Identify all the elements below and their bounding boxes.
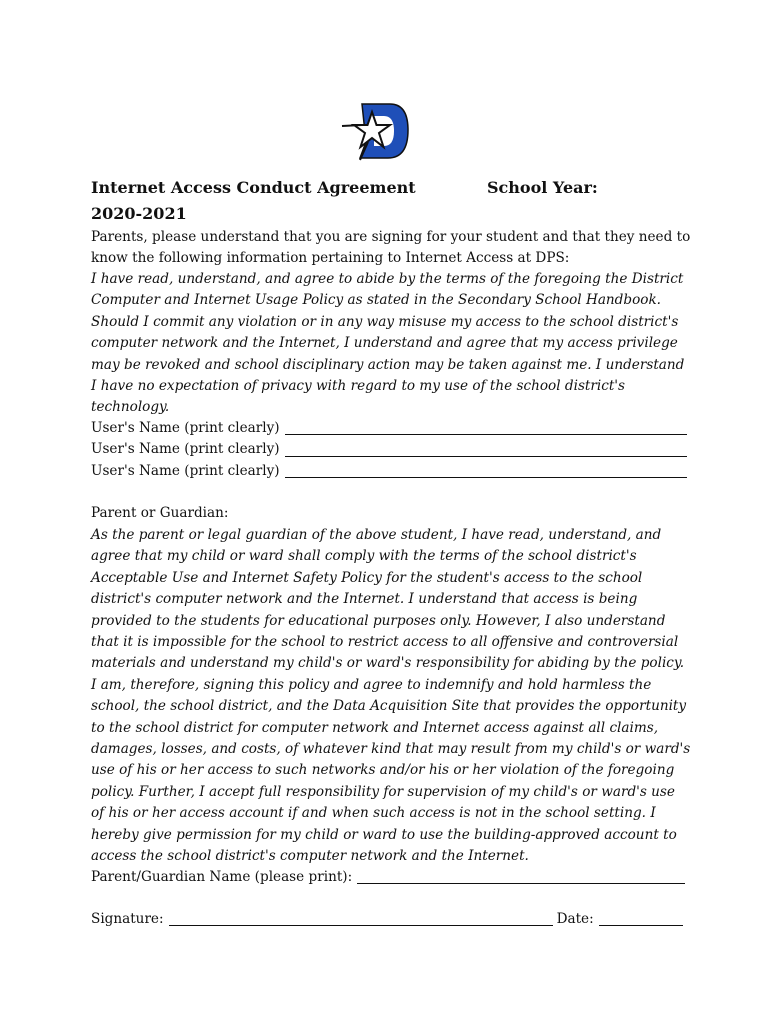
student-pledge-paragraph: I have read, understand, and agree to abide by the terms of the foregoing the District Computer and Internet Usage Policy as stated in the Secondary School Handbook. Should I commit any violation or in any way misuse my access to the school district's computer network and the Internet, I understand and agree that my access privilege may be revoked and school disciplinary action may be taken against me. I understand I have no expectation of privacy with regard to my use of the school district's technology.: [91, 271, 685, 416]
agreement-title: Internet Access Conduct Agreement: [91, 178, 416, 197]
user-name-input-line[interactable]: [285, 442, 687, 457]
school-year-value: 2020-2021: [91, 204, 187, 223]
user-name-row: [91, 439, 687, 460]
user-name-row: [91, 418, 687, 439]
guardian-agreement-paragraph: As the parent or legal guardian of the above student, I have read, understand, and agree that my child or ward shall comply with the terms of the school district's Acceptable Use and Internet Safety Policy for the student's access to the school district's computer network and the Internet. I understand that access is being provided to the students for educational purposes only. However, I also understand that it is impossible for the school to restrict access to all offensive and controversial materials and understand my child's or ward's responsibility for abiding by the policy. I am, therefore, signing this policy and agree to indemnify and hold harmless the school, the school district, and the Data Acquisition Site that provides the opportunity to the school district for computer network and Internet access against all claims, damages, losses, and costs, of whatever kind that may result from my child's or ward's use of his or her access to such networks and/or his or her violation of the foregoing policy. Further, I accept full responsibility for supervision of my child's or ward's use of his or her access account if and when such access is not in the school setting. I hereby give permission for my child or ward to use the building-approved account to access the school district's computer network and the Internet.: [91, 527, 691, 865]
user-name-label: User's Name (print clearly): [91, 419, 280, 436]
user-name-label: User's Name (print clearly): [91, 462, 280, 479]
signature-label: Signature:: [91, 910, 164, 927]
parent-name-label: Parent/Guardian Name (please print):: [91, 868, 353, 885]
date-input-line[interactable]: [599, 911, 683, 926]
user-name-fields: [91, 418, 687, 482]
date-label: Date:: [556, 910, 594, 927]
parent-name-input-line[interactable]: [357, 869, 685, 884]
user-name-row: [91, 461, 687, 482]
user-name-label: User's Name (print clearly): [91, 441, 280, 458]
dps-star-d-logo: [340, 102, 412, 162]
user-name-input-line[interactable]: [285, 463, 687, 478]
school-year-label: School Year:: [487, 178, 598, 197]
intro-paragraph: Parents, please understand that you are signing for your student and that they need to know the following information pertaining to Internet Access at DPS:: [91, 229, 691, 267]
signature-row: [91, 909, 683, 930]
guardian-heading: Parent or Guardian:: [91, 505, 229, 521]
user-name-input-line[interactable]: [285, 420, 687, 435]
parent-name-row: [91, 867, 685, 888]
signature-input-line[interactable]: [169, 911, 553, 926]
